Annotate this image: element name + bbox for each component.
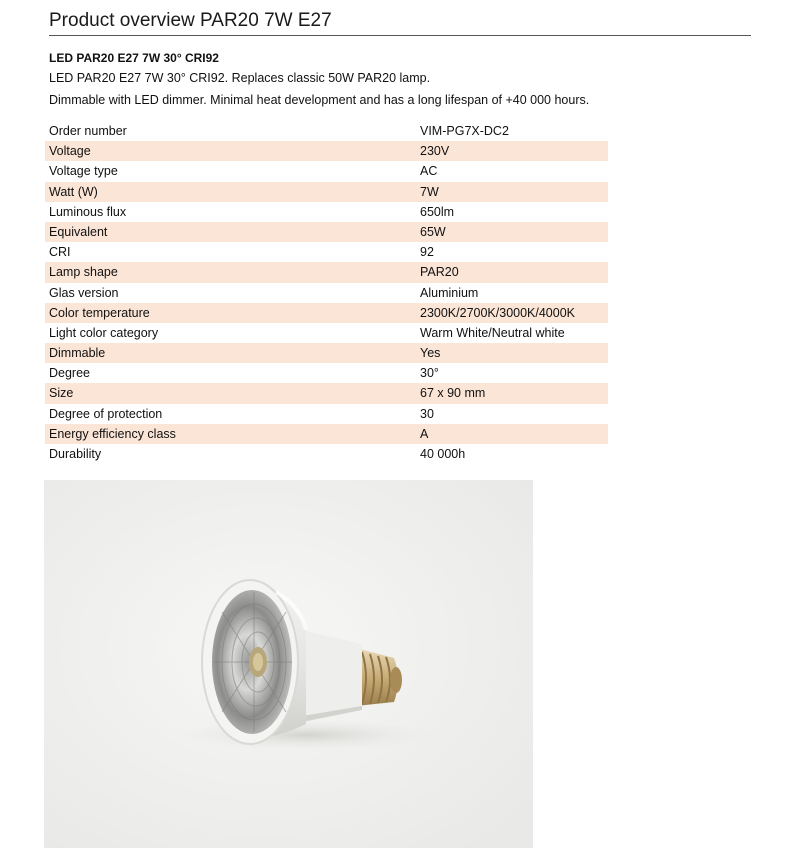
- spec-label: Degree: [49, 366, 90, 381]
- spec-row-watt: [45, 182, 608, 202]
- spec-value: 7W: [420, 184, 439, 199]
- spec-value: 30: [420, 406, 434, 421]
- spec-row-size: [45, 383, 608, 403]
- spec-row-voltage: [45, 141, 608, 161]
- spec-label: Watt (W): [49, 184, 98, 199]
- spec-value: VIM-PG7X-DC2: [420, 124, 509, 138]
- lamp-illustration: [44, 480, 533, 848]
- spec-value: 65W: [420, 224, 446, 239]
- spec-label: Size: [49, 386, 74, 401]
- spec-label: Light color category: [49, 325, 159, 340]
- spec-row-cri: [45, 242, 608, 262]
- spec-row-color-temperature: [45, 303, 608, 323]
- spec-row-light-color-category: [45, 323, 608, 343]
- spec-value: PAR20: [420, 265, 459, 280]
- spec-label: CRI: [49, 245, 71, 260]
- spec-row-equivalent: [45, 222, 608, 242]
- spec-row-degree: [45, 363, 608, 383]
- spec-row-glas-version: [45, 283, 608, 303]
- spec-value: Yes: [420, 346, 441, 361]
- spec-value: Warm White/Neutral white: [420, 325, 565, 340]
- spec-table: [45, 121, 608, 464]
- spec-row-voltage-type: [45, 161, 608, 181]
- spec-row-durability: [45, 444, 608, 464]
- spec-label: Glas version: [49, 285, 119, 300]
- spec-label: Degree of protection: [49, 406, 163, 421]
- page-title: Product overview PAR20 7W E27: [49, 9, 751, 36]
- product-description-line-1: LED PAR20 E27 7W 30° CRI92. Replaces classic 50W PAR20 lamp.: [49, 71, 431, 85]
- spec-row-dimmable: [45, 343, 608, 363]
- spec-value: Aluminium: [420, 285, 479, 300]
- spec-value: 92: [420, 245, 434, 260]
- spec-label: Color temperature: [49, 305, 150, 320]
- spec-label: Voltage: [49, 144, 91, 159]
- spec-value: 650lm: [420, 204, 455, 219]
- spec-value: 40 000h: [420, 447, 466, 461]
- spec-value: 2300K/2700K/3000K/4000K: [420, 305, 575, 320]
- spec-value: 67 x 90 mm: [420, 386, 486, 401]
- spec-row-degree-of-protection: [45, 404, 608, 424]
- spec-value: A: [420, 426, 429, 441]
- spec-label: Energy efficiency class: [49, 426, 176, 441]
- spec-row-order-number: [45, 121, 608, 141]
- product-name: LED PAR20 E27 7W 30° CRI92: [49, 51, 219, 65]
- spec-value: 230V: [420, 144, 450, 159]
- spec-row-luminous-flux: [45, 202, 608, 222]
- spec-label: Durability: [49, 447, 102, 461]
- spec-value: AC: [420, 164, 438, 179]
- product-photo: [44, 480, 533, 848]
- spec-label: Lamp shape: [49, 265, 118, 280]
- spec-label: Voltage type: [49, 164, 118, 179]
- spec-label: Order number: [49, 124, 127, 138]
- product-description-line-2: Dimmable with LED dimmer. Minimal heat development and has a long lifespan of +40 000 hours.: [49, 93, 590, 107]
- spec-row-energy-efficiency-class: [45, 424, 608, 444]
- spec-label: Luminous flux: [49, 204, 127, 219]
- spec-value: 30°: [420, 366, 439, 381]
- spec-row-lamp-shape: [45, 262, 608, 282]
- spec-label: Dimmable: [49, 346, 106, 361]
- spec-label: Equivalent: [49, 224, 108, 239]
